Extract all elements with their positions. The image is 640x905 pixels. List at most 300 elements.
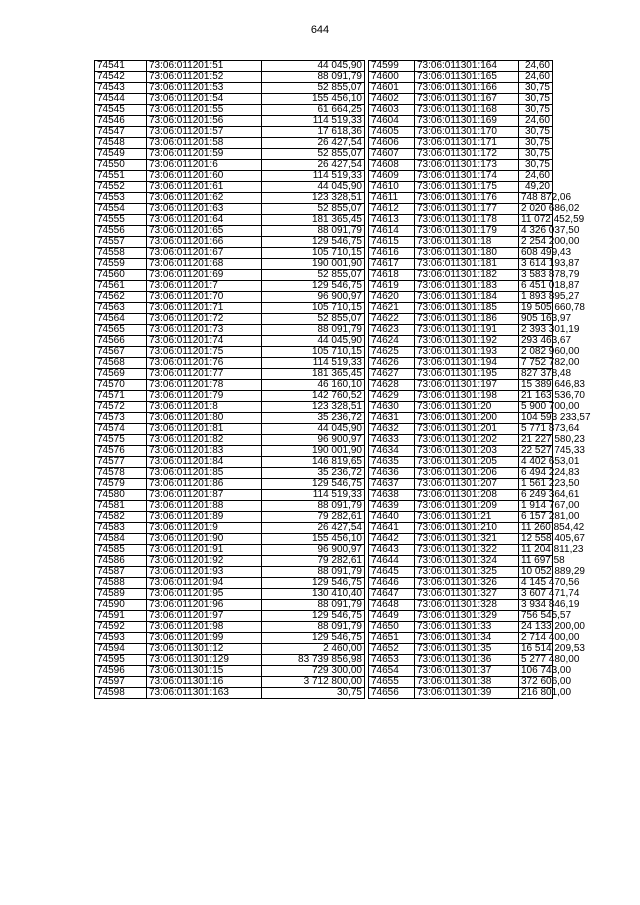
- value-cell: 26 427,54: [262, 138, 365, 149]
- cadastral-number-cell: 73:06:011201:64: [147, 215, 262, 226]
- cadastral-number-cell: 73:06:011201:82: [147, 435, 262, 446]
- cadastral-number-cell: 73:06:011201:88: [147, 501, 262, 512]
- value-cell: 52 855,07: [262, 270, 365, 281]
- cadastral-number-cell: 73:06:011201:73: [147, 325, 262, 336]
- cadastral-number-cell: 73:06:011301:163: [147, 688, 262, 699]
- value-cell: 88 091,79: [262, 567, 365, 578]
- registry-table-right: [368, 60, 591, 699]
- table-row: [369, 413, 553, 424]
- value-cell: 7 752 782,00: [519, 358, 553, 369]
- cadastral-number-cell: 73:06:011201:72: [147, 314, 262, 325]
- cadastral-number-cell: 73:06:011301:18: [415, 237, 519, 248]
- value-cell: 6 249 364,61: [519, 490, 553, 501]
- cadastral-number-cell: 73:06:011301:165: [415, 72, 519, 83]
- value-cell: 114 519,33: [262, 116, 365, 127]
- cadastral-number-cell: 73:06:011301:327: [415, 589, 519, 600]
- table-row: [369, 457, 553, 468]
- row-number-cell: 74550: [95, 160, 147, 171]
- value-cell: 6 494 224,83: [519, 468, 553, 479]
- value-cell: 190 001,90: [262, 446, 365, 457]
- cadastral-number-cell: 73:06:011201:86: [147, 479, 262, 490]
- cadastral-number-cell: 73:06:011201:8: [147, 402, 262, 413]
- cadastral-number-cell: 73:06:011201:68: [147, 259, 262, 270]
- table-row: [95, 292, 365, 303]
- value-cell: 15 389 646,83: [519, 380, 553, 391]
- value-cell: 30,75: [519, 160, 553, 171]
- row-number-cell: 74641: [369, 523, 415, 534]
- value-cell: 30,75: [262, 688, 365, 699]
- row-number-cell: 74576: [95, 446, 147, 457]
- cadastral-number-cell: 73:06:011201:99: [147, 633, 262, 644]
- cadastral-number-cell: 73:06:011301:210: [415, 523, 519, 534]
- row-number-cell: 74604: [369, 116, 415, 127]
- row-number-cell: 74618: [369, 270, 415, 281]
- cadastral-number-cell: 73:06:011301:208: [415, 490, 519, 501]
- cadastral-number-cell: 73:06:011301:205: [415, 457, 519, 468]
- cadastral-number-cell: 73:06:011301:175: [415, 182, 519, 193]
- cadastral-number-cell: 73:06:011201:81: [147, 424, 262, 435]
- cadastral-number-cell: 73:06:011301:37: [415, 666, 519, 677]
- table-row: [369, 259, 553, 270]
- registry-table-left: [94, 60, 365, 699]
- value-cell: 44 045,90: [262, 424, 365, 435]
- cadastral-number-cell: 73:06:011301:164: [415, 61, 519, 72]
- cadastral-number-cell: 73:06:011201:59: [147, 149, 262, 160]
- value-cell: 3 614 193,87: [519, 259, 553, 270]
- value-cell: 756 545,57: [519, 611, 553, 622]
- cadastral-number-cell: 73:06:011201:91: [147, 545, 262, 556]
- value-cell: 16 514 209,53: [519, 644, 553, 655]
- value-cell: 129 546,75: [262, 633, 365, 644]
- value-cell: 21 163 536,70: [519, 391, 553, 402]
- row-number-cell: 74555: [95, 215, 147, 226]
- cadastral-number-cell: 73:06:011301:183: [415, 281, 519, 292]
- row-number-cell: 74640: [369, 512, 415, 523]
- value-cell: 748 872,06: [519, 193, 553, 204]
- table-row: [369, 644, 553, 655]
- value-cell: 129 546,75: [262, 611, 365, 622]
- cadastral-number-cell: 73:06:011301:172: [415, 149, 519, 160]
- row-number-cell: 74558: [95, 248, 147, 259]
- table-row: [95, 446, 365, 457]
- cadastral-number-cell: 73:06:011201:95: [147, 589, 262, 600]
- row-number-cell: 74598: [95, 688, 147, 699]
- table-row: [95, 347, 365, 358]
- row-number-cell: 74611: [369, 193, 415, 204]
- table-row: [369, 281, 553, 292]
- table-row: [95, 556, 365, 567]
- value-cell: 3 583 878,79: [519, 270, 553, 281]
- table-row: [95, 314, 365, 325]
- cadastral-number-cell: 73:06:011301:177: [415, 204, 519, 215]
- row-number-cell: 74644: [369, 556, 415, 567]
- value-cell: 181 365,45: [262, 215, 365, 226]
- value-cell: 729 300,00: [262, 666, 365, 677]
- table-row: [95, 611, 365, 622]
- table-row: [95, 72, 365, 83]
- table-row: [95, 259, 365, 270]
- row-number-cell: 74578: [95, 468, 147, 479]
- row-number-cell: 74603: [369, 105, 415, 116]
- value-cell: 30,75: [519, 149, 553, 160]
- table-row: [369, 611, 553, 622]
- cadastral-number-cell: 73:06:011301:207: [415, 479, 519, 490]
- table-row: [95, 479, 365, 490]
- row-number-cell: 74589: [95, 589, 147, 600]
- row-number-cell: 74597: [95, 677, 147, 688]
- table-row: [369, 380, 553, 391]
- table-row: [369, 105, 553, 116]
- value-cell: 114 519,33: [262, 358, 365, 369]
- table-row: [95, 490, 365, 501]
- value-cell: 11 072 452,59: [519, 215, 553, 226]
- table-row: [369, 446, 553, 457]
- row-number-cell: 74556: [95, 226, 147, 237]
- table-row: [369, 83, 553, 94]
- value-cell: 30,75: [519, 127, 553, 138]
- table-row: [95, 413, 365, 424]
- cadastral-number-cell: 73:06:011201:98: [147, 622, 262, 633]
- row-number-cell: 74563: [95, 303, 147, 314]
- table-row: [95, 633, 365, 644]
- value-cell: 105 710,15: [262, 347, 365, 358]
- cadastral-number-cell: 73:06:011301:169: [415, 116, 519, 127]
- row-number-cell: 74564: [95, 314, 147, 325]
- table-row: [95, 468, 365, 479]
- table-row: [369, 347, 553, 358]
- value-cell: 4 145 470,56: [519, 578, 553, 589]
- row-number-cell: 74568: [95, 358, 147, 369]
- table-row: [369, 182, 553, 193]
- value-cell: 1 914 767,00: [519, 501, 553, 512]
- value-cell: 52 855,07: [262, 149, 365, 160]
- table-row: [369, 358, 553, 369]
- row-number-cell: 74613: [369, 215, 415, 226]
- value-cell: 608 499,43: [519, 248, 553, 259]
- cadastral-number-cell: 73:06:011301:206: [415, 468, 519, 479]
- table-row: [95, 270, 365, 281]
- row-number-cell: 74559: [95, 259, 147, 270]
- cadastral-number-cell: 73:06:011301:192: [415, 336, 519, 347]
- row-number-cell: 74588: [95, 578, 147, 589]
- value-cell: 123 328,51: [262, 193, 365, 204]
- cadastral-number-cell: 73:06:011301:170: [415, 127, 519, 138]
- table-row: [369, 677, 553, 688]
- value-cell: 146 819,65: [262, 457, 365, 468]
- cadastral-number-cell: 73:06:011201:58: [147, 138, 262, 149]
- table-row: [95, 457, 365, 468]
- page-number: 644: [310, 24, 330, 36]
- cadastral-number-cell: 73:06:011301:326: [415, 578, 519, 589]
- value-cell: 24,60: [519, 171, 553, 182]
- row-number-cell: 74625: [369, 347, 415, 358]
- value-cell: 83 739 856,98: [262, 655, 365, 666]
- value-cell: 35 236,72: [262, 413, 365, 424]
- table-row: [95, 677, 365, 688]
- cadastral-number-cell: 73:06:011301:186: [415, 314, 519, 325]
- row-number-cell: 74543: [95, 83, 147, 94]
- row-number-cell: 74544: [95, 94, 147, 105]
- value-cell: 19 505 660,78: [519, 303, 553, 314]
- row-number-cell: 74632: [369, 424, 415, 435]
- cadastral-number-cell: 73:06:011301:34: [415, 633, 519, 644]
- table-row: [95, 391, 365, 402]
- table-row: [95, 215, 365, 226]
- row-number-cell: 74548: [95, 138, 147, 149]
- table-row: [369, 226, 553, 237]
- value-cell: 2 714 400,00: [519, 633, 553, 644]
- value-cell: 142 760,52: [262, 391, 365, 402]
- value-cell: 88 091,79: [262, 600, 365, 611]
- row-number-cell: 74616: [369, 248, 415, 259]
- cadastral-number-cell: 73:06:011201:62: [147, 193, 262, 204]
- row-number-cell: 74608: [369, 160, 415, 171]
- cadastral-number-cell: 73:06:011201:54: [147, 94, 262, 105]
- row-number-cell: 74591: [95, 611, 147, 622]
- row-number-cell: 74546: [95, 116, 147, 127]
- cadastral-number-cell: 73:06:011201:65: [147, 226, 262, 237]
- table-row: [95, 226, 365, 237]
- table-row: [95, 83, 365, 94]
- cadastral-number-cell: 73:06:011301:174: [415, 171, 519, 182]
- row-number-cell: 74609: [369, 171, 415, 182]
- cadastral-number-cell: 73:06:011201:57: [147, 127, 262, 138]
- table-row: [369, 127, 553, 138]
- table-row: [95, 369, 365, 380]
- table-row: [369, 61, 553, 72]
- value-cell: 88 091,79: [262, 325, 365, 336]
- row-number-cell: 74583: [95, 523, 147, 534]
- table-row: [95, 545, 365, 556]
- cadastral-number-cell: 73:06:011201:76: [147, 358, 262, 369]
- table-row: [369, 72, 553, 83]
- cadastral-number-cell: 73:06:011301:171: [415, 138, 519, 149]
- table-row: [95, 138, 365, 149]
- value-cell: 46 160,10: [262, 380, 365, 391]
- cadastral-number-cell: 73:06:011201:96: [147, 600, 262, 611]
- table-row: [95, 281, 365, 292]
- cadastral-number-cell: 73:06:011201:60: [147, 171, 262, 182]
- cadastral-number-cell: 73:06:011201:74: [147, 336, 262, 347]
- cadastral-number-cell: 73:06:011301:181: [415, 259, 519, 270]
- value-cell: 293 463,67: [519, 336, 553, 347]
- table-row: [369, 94, 553, 105]
- table-row: [95, 424, 365, 435]
- row-number-cell: 74545: [95, 105, 147, 116]
- value-cell: 24,60: [519, 72, 553, 83]
- cadastral-number-cell: 73:06:011201:63: [147, 204, 262, 215]
- row-number-cell: 74634: [369, 446, 415, 457]
- value-cell: 155 456,10: [262, 534, 365, 545]
- cadastral-number-cell: 73:06:011301:39: [415, 688, 519, 699]
- cadastral-number-cell: 73:06:011301:194: [415, 358, 519, 369]
- row-number-cell: 74623: [369, 325, 415, 336]
- cadastral-number-cell: 73:06:011201:80: [147, 413, 262, 424]
- value-cell: 155 456,10: [262, 94, 365, 105]
- table-row: [95, 160, 365, 171]
- value-cell: 105 710,15: [262, 248, 365, 259]
- cadastral-number-cell: 73:06:011301:168: [415, 105, 519, 116]
- cadastral-number-cell: 73:06:011301:191: [415, 325, 519, 336]
- row-number-cell: 74557: [95, 237, 147, 248]
- value-cell: 79 282,61: [262, 512, 365, 523]
- table-row: [369, 314, 553, 325]
- cadastral-number-cell: 73:06:011201:6: [147, 160, 262, 171]
- table-row: [369, 512, 553, 523]
- row-number-cell: 74569: [95, 369, 147, 380]
- value-cell: 26 427,54: [262, 160, 365, 171]
- table-row: [369, 556, 553, 567]
- cadastral-number-cell: 73:06:011301:182: [415, 270, 519, 281]
- cadastral-number-cell: 73:06:011301:328: [415, 600, 519, 611]
- table-row: [95, 380, 365, 391]
- value-cell: 2 393 301,19: [519, 325, 553, 336]
- table-row: [95, 622, 365, 633]
- value-cell: 35 236,72: [262, 468, 365, 479]
- row-number-cell: 74573: [95, 413, 147, 424]
- value-cell: 24,60: [519, 61, 553, 72]
- cadastral-number-cell: 73:06:011301:195: [415, 369, 519, 380]
- cadastral-number-cell: 73:06:011201:70: [147, 292, 262, 303]
- cadastral-number-cell: 73:06:011201:61: [147, 182, 262, 193]
- cadastral-number-cell: 73:06:011301:12: [147, 644, 262, 655]
- cadastral-number-cell: 73:06:011201:97: [147, 611, 262, 622]
- value-cell: 44 045,90: [262, 336, 365, 347]
- cadastral-number-cell: 73:06:011201:78: [147, 380, 262, 391]
- table-row: [369, 578, 553, 589]
- cadastral-number-cell: 73:06:011201:9: [147, 523, 262, 534]
- table-row: [369, 303, 553, 314]
- table-row: [95, 127, 365, 138]
- cadastral-number-cell: 73:06:011301:176: [415, 193, 519, 204]
- table-row: [95, 578, 365, 589]
- value-cell: 30,75: [519, 94, 553, 105]
- value-cell: 88 091,79: [262, 622, 365, 633]
- row-number-cell: 74633: [369, 435, 415, 446]
- table-row: [369, 160, 553, 171]
- cadastral-number-cell: 73:06:011301:184: [415, 292, 519, 303]
- row-number-cell: 74607: [369, 149, 415, 160]
- cadastral-number-cell: 73:06:011201:71: [147, 303, 262, 314]
- row-number-cell: 74650: [369, 622, 415, 633]
- row-number-cell: 74584: [95, 534, 147, 545]
- row-number-cell: 74610: [369, 182, 415, 193]
- value-cell: 104 593 233,57: [519, 413, 553, 424]
- table-row: [369, 171, 553, 182]
- value-cell: 2 254 200,00: [519, 237, 553, 248]
- cadastral-number-cell: 73:06:011201:83: [147, 446, 262, 457]
- row-number-cell: 74565: [95, 325, 147, 336]
- table-row: [369, 424, 553, 435]
- row-number-cell: 74639: [369, 501, 415, 512]
- value-cell: 114 519,33: [262, 490, 365, 501]
- row-number-cell: 74637: [369, 479, 415, 490]
- value-cell: 52 855,07: [262, 314, 365, 325]
- cadastral-number-cell: 73:06:011301:198: [415, 391, 519, 402]
- value-cell: 129 546,75: [262, 479, 365, 490]
- value-cell: 129 546,75: [262, 578, 365, 589]
- row-number-cell: 74594: [95, 644, 147, 655]
- row-number-cell: 74656: [369, 688, 415, 699]
- cadastral-number-cell: 73:06:011301:21: [415, 512, 519, 523]
- cadastral-number-cell: 73:06:011301:15: [147, 666, 262, 677]
- table-row: [369, 666, 553, 677]
- row-number-cell: 74587: [95, 567, 147, 578]
- cadastral-number-cell: 73:06:011201:66: [147, 237, 262, 248]
- cadastral-number-cell: 73:06:011201:52: [147, 72, 262, 83]
- row-number-cell: 74571: [95, 391, 147, 402]
- table-row: [95, 303, 365, 314]
- cadastral-number-cell: 73:06:011301:325: [415, 567, 519, 578]
- row-number-cell: 74629: [369, 391, 415, 402]
- value-cell: 6 451 018,87: [519, 281, 553, 292]
- table-row: [369, 655, 553, 666]
- table-row: [369, 204, 553, 215]
- row-number-cell: 74630: [369, 402, 415, 413]
- cadastral-number-cell: 73:06:011301:203: [415, 446, 519, 457]
- row-number-cell: 74646: [369, 578, 415, 589]
- row-number-cell: 74581: [95, 501, 147, 512]
- value-cell: 4 402 653,01: [519, 457, 553, 468]
- row-number-cell: 74621: [369, 303, 415, 314]
- value-cell: 11 260 854,42: [519, 523, 553, 534]
- cadastral-number-cell: 73:06:011201:84: [147, 457, 262, 468]
- row-number-cell: 74601: [369, 83, 415, 94]
- table-row: [95, 523, 365, 534]
- table-row: [369, 325, 553, 336]
- row-number-cell: 74620: [369, 292, 415, 303]
- table-row: [95, 501, 365, 512]
- row-number-cell: 74566: [95, 336, 147, 347]
- value-cell: 96 900,97: [262, 292, 365, 303]
- row-number-cell: 74651: [369, 633, 415, 644]
- table-row: [369, 292, 553, 303]
- table-row: [95, 512, 365, 523]
- table-row: [95, 666, 365, 677]
- cadastral-number-cell: 73:06:011301:185: [415, 303, 519, 314]
- table-row: [369, 545, 553, 556]
- cadastral-number-cell: 73:06:011201:85: [147, 468, 262, 479]
- cadastral-number-cell: 73:06:011301:33: [415, 622, 519, 633]
- cadastral-number-cell: 73:06:011301:20: [415, 402, 519, 413]
- cadastral-number-cell: 73:06:011301:36: [415, 655, 519, 666]
- value-cell: 96 900,97: [262, 545, 365, 556]
- row-number-cell: 74554: [95, 204, 147, 215]
- cadastral-number-cell: 73:06:011201:92: [147, 556, 262, 567]
- table-row: [369, 490, 553, 501]
- cadastral-number-cell: 73:06:011201:87: [147, 490, 262, 501]
- table-row: [369, 567, 553, 578]
- row-number-cell: 74567: [95, 347, 147, 358]
- table-row: [95, 655, 365, 666]
- value-cell: 30,75: [519, 138, 553, 149]
- value-cell: 79 282,61: [262, 556, 365, 567]
- table-row: [95, 688, 365, 699]
- row-number-cell: 74553: [95, 193, 147, 204]
- table-row: [95, 589, 365, 600]
- value-cell: 905 163,97: [519, 314, 553, 325]
- value-cell: 26 427,54: [262, 523, 365, 534]
- cadastral-number-cell: 73:06:011301:202: [415, 435, 519, 446]
- cadastral-number-cell: 73:06:011201:90: [147, 534, 262, 545]
- row-number-cell: 74602: [369, 94, 415, 105]
- row-number-cell: 74592: [95, 622, 147, 633]
- cadastral-number-cell: 73:06:011301:38: [415, 677, 519, 688]
- value-cell: 129 546,75: [262, 237, 365, 248]
- row-number-cell: 74570: [95, 380, 147, 391]
- row-number-cell: 74653: [369, 655, 415, 666]
- value-cell: 96 900,97: [262, 435, 365, 446]
